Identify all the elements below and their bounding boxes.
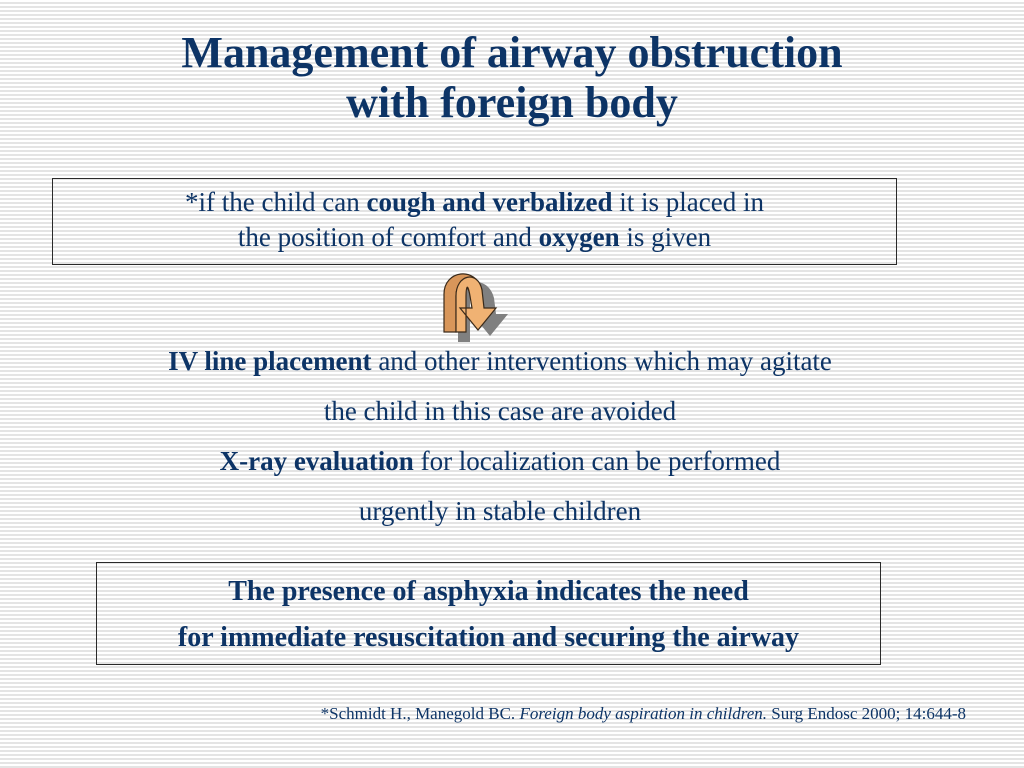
middle-line-2: the child in this case are avoided xyxy=(323,396,677,426)
text-run: *if the child can xyxy=(185,187,367,217)
middle-line-1 xyxy=(0,336,1000,386)
title-line-1: Management of airway obstruction xyxy=(181,28,843,77)
text-run: it is placed in xyxy=(612,187,764,217)
citation-title: Foreign body aspiration in children. xyxy=(519,704,768,723)
citation-journal: Surg Endosc 2000; 14:644-8 xyxy=(767,704,966,723)
asphyxia-box xyxy=(96,562,881,665)
middle-line-3 xyxy=(0,436,1000,486)
bold-text-run: oxygen xyxy=(538,222,620,252)
middle-line-4: urgently in stable children xyxy=(358,496,642,526)
text-run: is given xyxy=(619,222,712,252)
slide-title xyxy=(0,28,1024,128)
top-box-line-1 xyxy=(53,185,896,220)
citation-authors: *Schmidt H., Manegold BC. xyxy=(320,704,520,723)
bold-text-run: X-ray evaluation xyxy=(219,446,414,476)
bold-text-run: cough and verbalized xyxy=(366,187,613,217)
citation xyxy=(0,703,966,725)
curved-down-arrow-icon xyxy=(436,268,520,344)
bottom-box-line-2: for immediate resuscitation and securing the airway xyxy=(177,622,800,653)
interventions-text xyxy=(0,336,1000,536)
bold-text-run: IV line placement xyxy=(168,346,372,376)
comfort-position-box xyxy=(52,178,897,265)
bottom-box-line-1: The presence of asphyxia indicates the need xyxy=(228,576,749,607)
text-run: for localization can be performed xyxy=(413,446,781,476)
text-run: and other interventions which may agitate xyxy=(371,346,832,376)
title-line-2: with foreign body xyxy=(346,78,678,127)
text-run: the position of comfort and xyxy=(237,222,539,252)
top-box-line-2 xyxy=(53,220,896,255)
